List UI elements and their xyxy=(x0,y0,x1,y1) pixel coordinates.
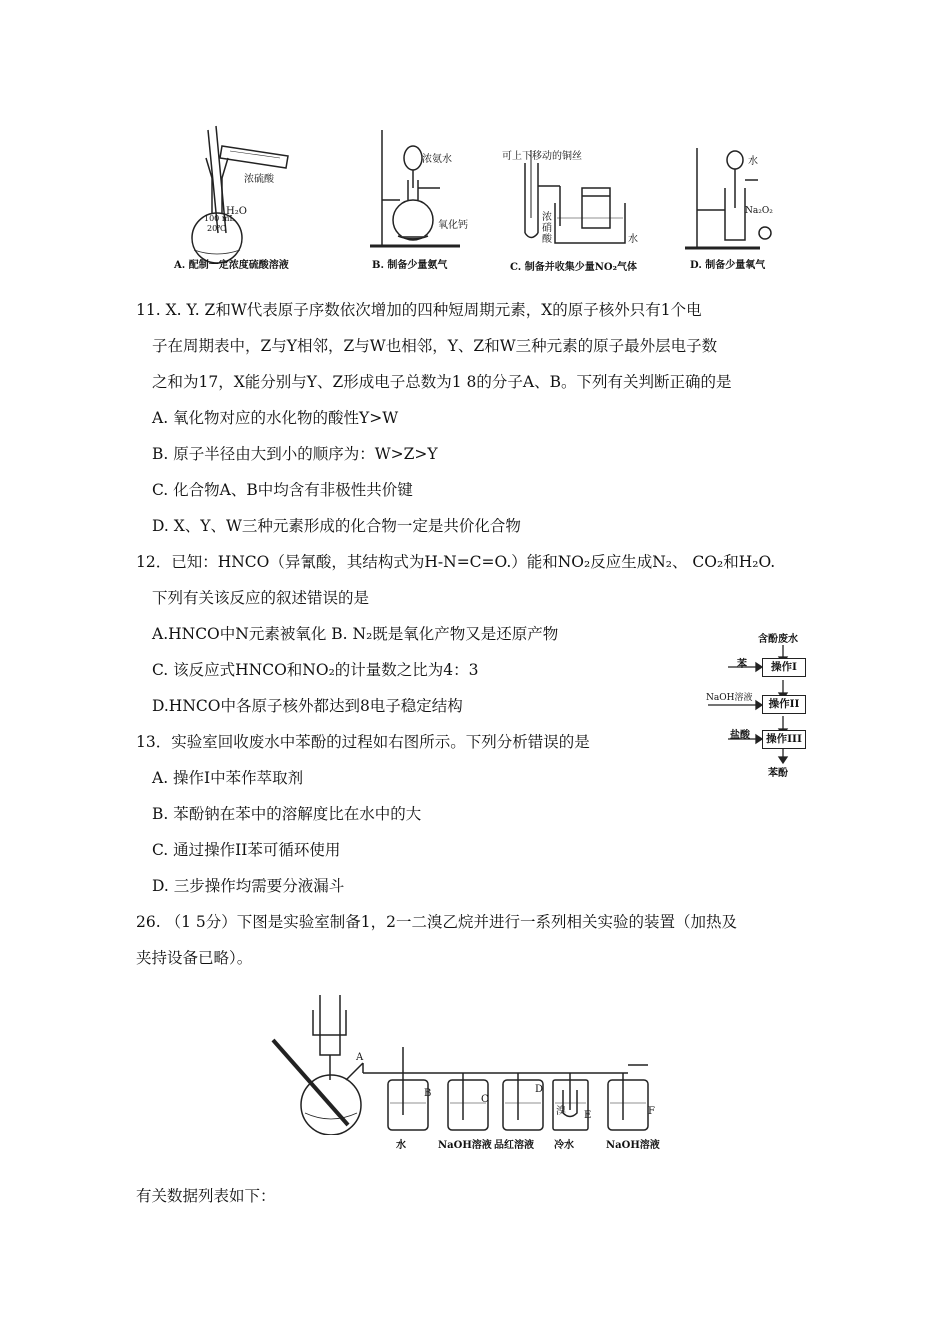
q26-label-e: E xyxy=(584,1110,592,1121)
q26-label-d: D xyxy=(535,1084,544,1095)
q26-label-f: F xyxy=(648,1106,655,1117)
q26-bottle-label-4: 冷水 xyxy=(554,1140,574,1151)
q11-line-2: 子在周期表中，Z与Y相邻，Z与W也相邻，Y、Z和W三种元素的原子最外层电子数 xyxy=(152,337,718,355)
q26-label-bromine: 溴 xyxy=(556,1106,566,1117)
q11-option-d: D. X、Y、W三种元素形成的化合物一定是共价化合物 xyxy=(152,517,521,535)
apparatus-c-acid-label: 浓硝酸 xyxy=(542,212,552,245)
apparatus-b-caption: B. 制备少量氨气 xyxy=(372,260,448,271)
apparatus-a-acid-label: 浓硫酸 xyxy=(244,174,274,185)
apparatus-a-drawing xyxy=(192,126,288,263)
apparatus-d-caption: D. 制备少量氧气 xyxy=(690,260,766,271)
data-table-intro: 有关数据列表如下： xyxy=(136,1187,276,1205)
q11-option-a: A. 氧化物对应的水化物的酸性Y>W xyxy=(152,409,399,427)
flowchart-top-label: 含酚废水 xyxy=(758,634,798,645)
apparatus-b-solid-label: 氧化钙 xyxy=(438,220,468,231)
q13-option-c: C. 通过操作II苯可循环使用 xyxy=(152,841,341,859)
q12-line-2: 下列有关该反应的叙述错误的是 xyxy=(152,589,370,607)
q12-option-ab: A.HNCO中N元素被氧化 B. N₂既是氧化产物又是还原产物 xyxy=(152,625,559,643)
apparatus-c-caption: C. 制备并收集少量NO₂气体 xyxy=(510,262,637,273)
q26-bottle-label-1: 水 xyxy=(396,1140,406,1151)
q13-line-1: 13．实验室回收废水中苯酚的过程如右图所示。下列分析错误的是 xyxy=(136,733,590,751)
flowchart-input-2: NaOH溶液 xyxy=(706,693,753,703)
q12-option-d: D.HNCO中各原子核外都达到8电子稳定结构 xyxy=(152,697,463,715)
apparatus-c-water-label: 水 xyxy=(628,234,638,245)
q13-option-b: B. 苯酚钠在苯中的溶解度比在水中的大 xyxy=(152,805,422,823)
apparatus-b-top-label: 浓氨水 xyxy=(422,154,452,165)
flowchart-op-1: 操作I xyxy=(762,658,806,677)
apparatus-a-water-label: H₂O xyxy=(226,206,247,217)
q12-option-c: C. 该反应式HNCO和NO₂的计量数之比为4：3 xyxy=(152,661,479,679)
q26-label-a: A xyxy=(356,1052,364,1063)
q26-label-c: C xyxy=(481,1094,489,1105)
apparatus-d-drawing xyxy=(685,148,771,248)
apparatus-c-drawing xyxy=(525,150,625,243)
q13-option-a: A. 操作I中苯作萃取剂 xyxy=(152,769,304,787)
q11-line-1: 11. X. Y. Z和W代表原子序数依次增加的四种短周期元素，X的原子核外只有1个电 xyxy=(136,301,702,319)
apparatus-d-solid-label: Na₂O₂ xyxy=(745,206,773,216)
apparatus-d-water-label: 水 xyxy=(748,156,758,167)
q26-bottle-label-2: NaOH溶液 xyxy=(438,1140,492,1151)
q13-option-d: D. 三步操作均需要分液漏斗 xyxy=(152,877,345,895)
flowchart-bottom-label: 苯酚 xyxy=(768,768,788,779)
q26-label-b: B xyxy=(424,1088,432,1099)
apparatus-figure-top xyxy=(160,118,800,276)
flowchart-input-1: 苯 xyxy=(737,659,747,670)
apparatus-a-temp-label: 20℃ xyxy=(207,224,227,233)
flowchart-op-2: 操作II xyxy=(762,695,806,714)
apparatus-c-wire-label: 可上下移动的铜丝 xyxy=(502,151,582,162)
q26-line-1: 26. （1 5分）下图是实验室制备1，2一二溴乙烷并进行一系列相关实验的装置（加热及 xyxy=(136,913,737,931)
q12-line-1: 12．已知：HNCO（异氰酸，其结构式为H-N=C=O.）能和NO₂反应生成N₂、 CO₂和H₂O. xyxy=(136,553,776,571)
flowchart-input-3: 盐酸 xyxy=(730,730,750,741)
q11-option-b: B. 原子半径由大到小的顺序为：W>Z>Y xyxy=(152,445,438,463)
apparatus-a-caption: A. 配制一定浓度硫酸溶液 xyxy=(174,260,289,271)
q26-bottle-label-3: 品红溶液 xyxy=(494,1140,534,1151)
flowchart-op-3: 操作III xyxy=(762,730,806,749)
q11-option-c: C. 化合物A、B中均含有非极性共价键 xyxy=(152,481,413,499)
q26-line-2: 夹持设备已略）。 xyxy=(136,949,253,967)
q26-bottle-label-5: NaOH溶液 xyxy=(606,1140,660,1151)
apparatus-a-flask-label: 100 mL xyxy=(204,214,235,223)
q11-line-3: 之和为17，X能分别与Y、Z形成电子总数为1 8的分子A、B。下列有关判断正确的是 xyxy=(152,373,732,391)
q26-apparatus-drawing xyxy=(268,985,668,1135)
